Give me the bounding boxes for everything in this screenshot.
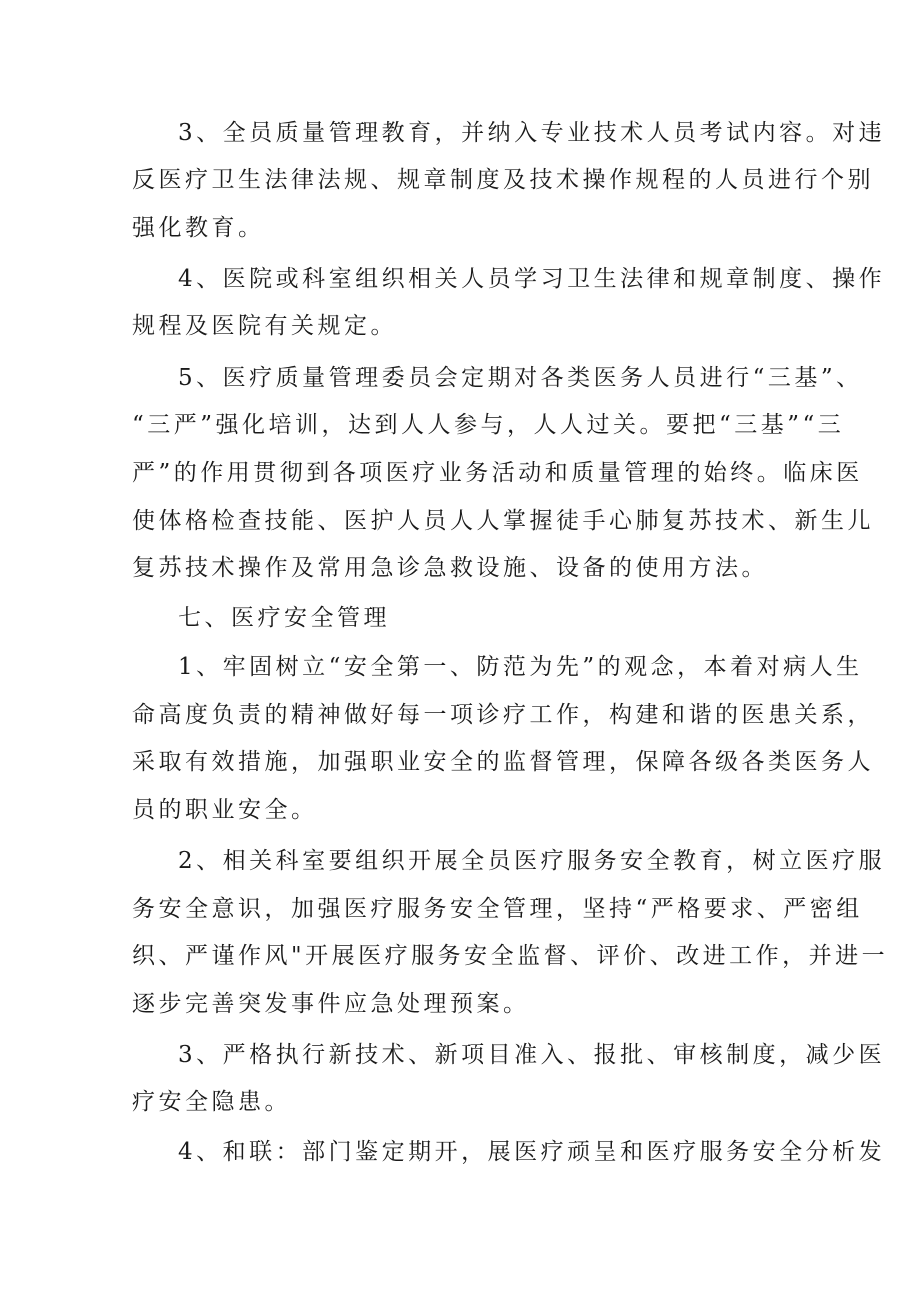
item-3-line-1: 3、严格执行新技术、新项目准入、报批、审核制度，减少医 [178,1042,886,1068]
paragraph-5-line-4: 使体格检查技能、医护人员人人掌握徒手心肺复苏技术、新生儿 [132,508,874,534]
item-2-line-3: 织、严谨作风"开展医疗服务安全监督、评价、改进工作，并进一 [132,943,889,969]
item-1-line-4: 员的职业安全。 [132,797,318,823]
item-1-line-2: 命高度负责的精神做好每一项诊疗工作，构建和谐的医患关系， [132,702,874,728]
item-2-line-1: 2、相关科室要组织开展全员医疗服务安全教育，树立医疗服 [178,848,886,874]
item-1-line-3: 采取有效措施，加强职业安全的监督管理，保障各级各类医务人 [132,749,874,775]
paragraph-5-line-2: “三严”强化培训，达到人人参与，人人过关。要把“三基”“三 [132,412,845,438]
paragraph-4-line-1: 4、医院或科室组织相关人员学习卫生法律和规章制度、操作 [178,266,886,292]
item-2-line-4: 逐步完善突发事件应急处理预案。 [132,991,530,1017]
paragraph-4-line-2: 规程及医院有关规定。 [132,313,397,339]
paragraph-5-line-3: 严”的作用贯彻到各项医疗业务活动和质量管理的始终。临床医 [132,460,863,486]
paragraph-3-line-1: 3、全员质量管理教育，并纳入专业技术人员考试内容。对违 [178,120,886,146]
paragraph-5-line-1: 5、医疗质量管理委员会定期对各类医务人员进行“三基”、 [178,365,863,391]
paragraph-5-line-5: 复苏技术操作及常用急诊急救设施、设备的使用方法。 [132,555,768,581]
item-2-line-2: 务安全意识，加强医疗服务安全管理，坚持“严格要求、严密组 [132,896,863,922]
paragraph-3-line-2: 反医疗卫生法律法规、规章制度及技术操作规程的人员进行个别 [132,167,874,193]
paragraph-3-line-3: 强化教育。 [132,215,265,241]
section-heading: 七、医疗安全管理 [178,605,390,631]
item-1-line-1: 1、牢固树立“安全第一、防范为先”的观念，本着对病人生 [178,654,863,680]
item-3-line-2: 疗安全隐患。 [132,1089,291,1115]
item-4-line-1: 4、和联：部门鉴定期开，展医疗顽呈和医疗服务安全分析发 [178,1139,886,1165]
